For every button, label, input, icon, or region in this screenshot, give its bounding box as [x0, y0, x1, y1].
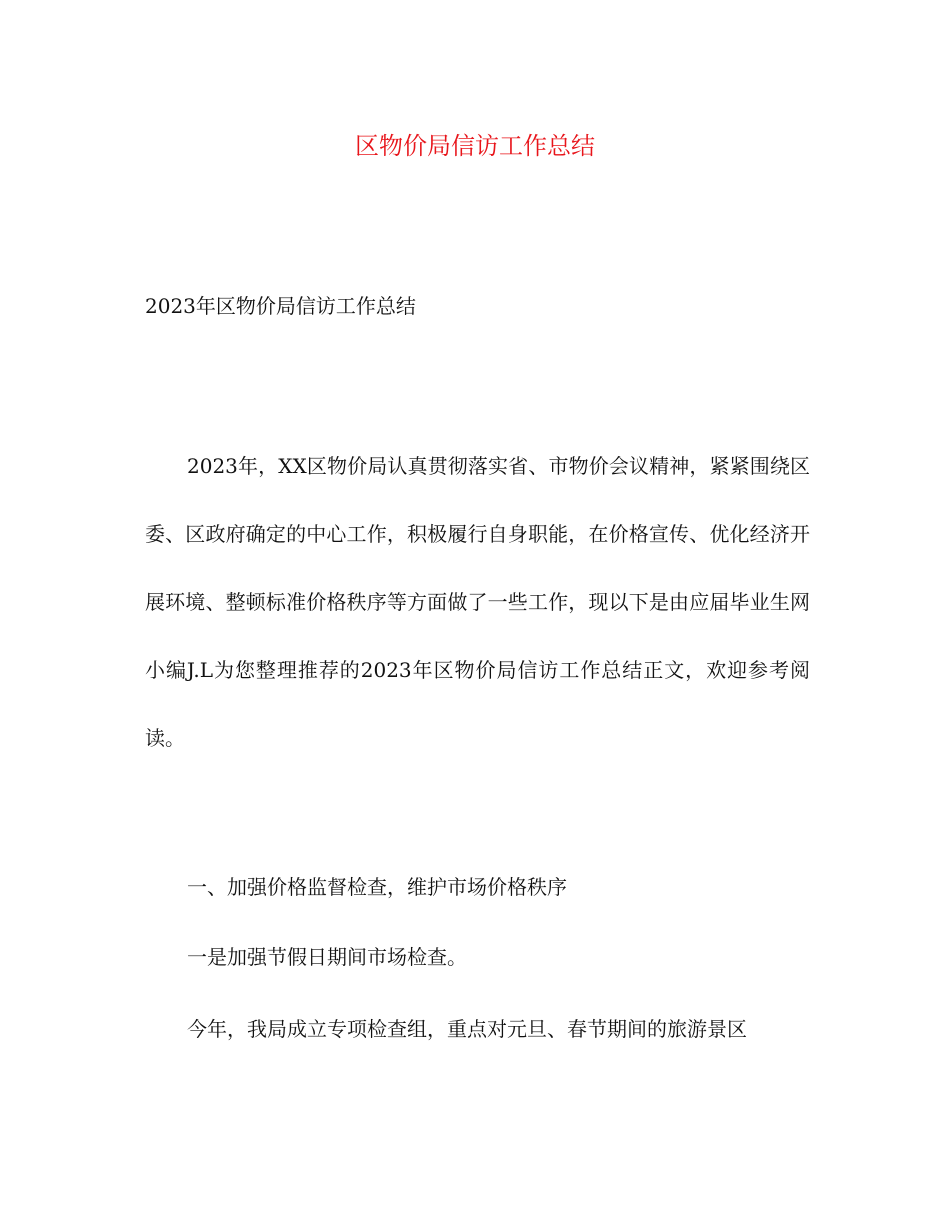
document-title: 区物价局信访工作总结 — [355, 132, 595, 160]
point-detail-text: 今年，我局成立专项检查组，重点对元旦、春节期间的旅游景区 — [187, 1017, 747, 1041]
section-heading: 一、加强价格监督检查，维护市场价格秩序 — [187, 875, 567, 899]
intro-paragraph: 2023年，XX区物价局认真贯彻落实省、市物价会议精神，紧紧围绕区委、区政府确定的中心工作，积极履行自身职能，在价格宣传、优化经济开展环境、整顿标准价格秩序等方面做了一些工作，现以下是由应届毕业生网小编J.L为您整理推荐的2023年区物价局信访工作总结正文，欢迎参考阅读。 — [145, 454, 810, 750]
point-heading: 一是加强节假日期间市场检查。 — [187, 945, 467, 969]
document-subtitle: 2023年区物价局信访工作总结 — [145, 294, 416, 318]
